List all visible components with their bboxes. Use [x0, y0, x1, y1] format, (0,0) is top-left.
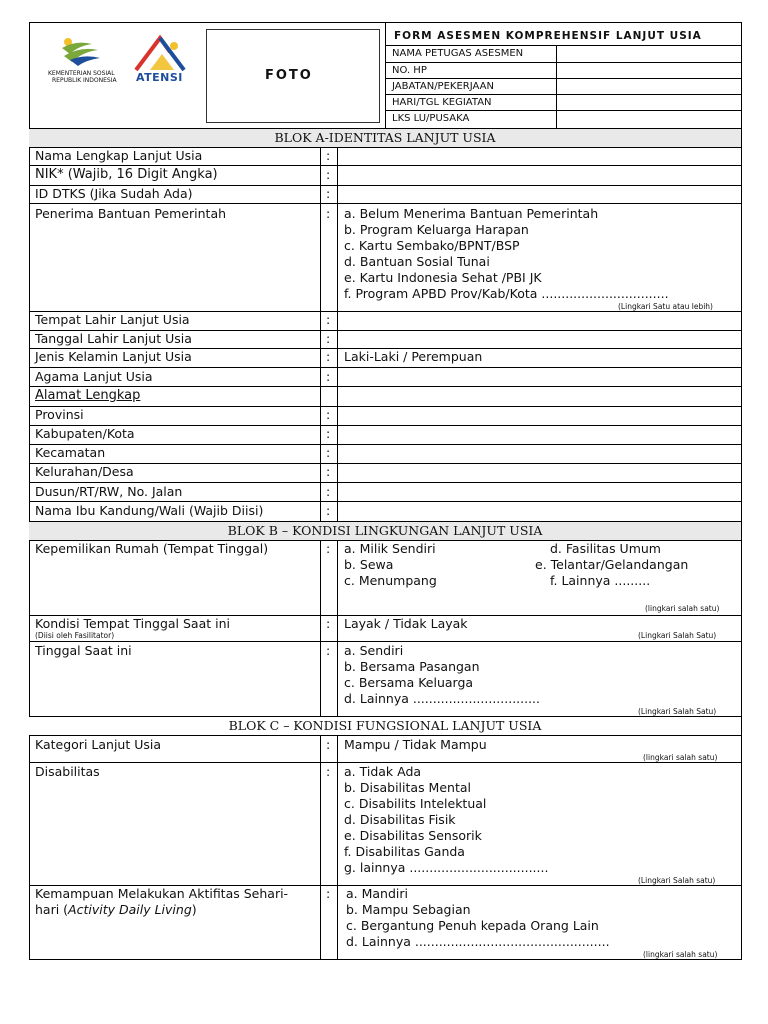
input-hari-tgl[interactable] — [557, 95, 741, 110]
adl-label-suffix: ) — [191, 902, 197, 917]
colon: : — [326, 312, 331, 327]
disabilitas-option-c[interactable]: c. Disabilits Intelektual — [344, 796, 487, 811]
adl-option-c[interactable]: c. Bergantung Penuh kepada Orang Lain — [346, 918, 599, 933]
kemensos-caption-2: REPUBLIK INDONESIA — [52, 77, 117, 84]
kategori-value[interactable]: Mampu / Tidak Mampu — [344, 737, 487, 752]
colon: : — [326, 148, 331, 163]
bantuan-option-d[interactable]: d. Bantuan Sosial Tunai — [344, 254, 490, 269]
colon: : — [326, 426, 331, 441]
input-nama-lengkap[interactable] — [338, 148, 740, 165]
label-kabupaten: Kabupaten/Kota — [35, 426, 135, 441]
label-kecamatan: Kecamatan — [35, 445, 106, 460]
label-kepemilikan-rumah: Kepemilikan Rumah (Tempat Tinggal) — [35, 541, 269, 556]
tinggal-option-d[interactable]: d. Lainnya ................................ — [344, 691, 541, 706]
atensi-emblem-icon — [130, 32, 194, 74]
colon: : — [326, 369, 331, 384]
adl-option-d[interactable]: d. Lainnya ................................................. — [346, 934, 610, 949]
field-no-hp: NO. HP — [392, 65, 427, 76]
tinggal-option-a[interactable]: a. Sendiri — [344, 643, 404, 658]
input-nik[interactable] — [338, 166, 740, 185]
label-kondisi-tempat-tinggal: Kondisi Tempat Tinggal Saat ini — [35, 616, 230, 631]
label-adl-line-1: Kemampuan Melakukan Aktifitas Sehari- — [35, 886, 289, 901]
label-jenis-kelamin: Jenis Kelamin Lanjut Usia — [35, 349, 192, 364]
kondisi-value[interactable]: Layak / Tidak Layak — [344, 616, 468, 631]
input-provinsi[interactable] — [338, 407, 740, 425]
input-lks[interactable] — [557, 111, 741, 128]
disabilitas-option-g[interactable]: g. lainnya ................................... — [344, 860, 549, 875]
colon: : — [326, 503, 331, 518]
kepemilikan-option-e[interactable]: e. Telantar/Gelandangan — [535, 557, 689, 572]
label-tempat-lahir: Tempat Lahir Lanjut Usia — [35, 312, 190, 327]
input-kabupaten[interactable] — [338, 426, 740, 444]
kemensos-emblem-icon — [48, 30, 128, 70]
form-title: FORM ASESMEN KOMPREHENSIF LANJUT USIA — [394, 30, 702, 42]
colon: : — [326, 886, 331, 901]
adl-label-italic: Activity Daily Living — [68, 902, 192, 917]
kepemilikan-option-a[interactable]: a. Milik Sendiri — [344, 541, 436, 556]
input-agama[interactable] — [338, 368, 740, 386]
kondisi-sub-label: (Diisi oleh Fasilitator) — [35, 631, 115, 640]
label-id-dtks: ID DTKS (Jika Sudah Ada) — [35, 186, 193, 201]
colon: : — [326, 737, 331, 752]
input-tanggal-lahir[interactable] — [338, 331, 740, 348]
kepemilikan-option-d[interactable]: d. Fasilitas Umum — [550, 541, 661, 556]
input-nama-ibu[interactable] — [338, 502, 740, 521]
input-nama-petugas[interactable] — [557, 46, 741, 62]
label-penerima-bantuan: Penerima Bantuan Pemerintah — [35, 206, 227, 221]
adl-option-a[interactable]: a. Mandiri — [346, 886, 408, 901]
label-adl-line-2 — [35, 902, 197, 918]
bantuan-option-b[interactable]: b. Program Keluarga Harapan — [344, 222, 529, 237]
block-a-title: BLOK A-IDENTITAS LANJUT USIA — [29, 129, 741, 147]
colon: : — [326, 206, 331, 221]
label-nik: NIK* (Wajib, 16 Digit Angka) — [35, 167, 218, 182]
bantuan-option-f[interactable]: f. Program APBD Prov/Kab/Kota ................................ — [344, 286, 669, 301]
disabilitas-option-b[interactable]: b. Disabilitas Mental — [344, 780, 471, 795]
colon: : — [326, 764, 331, 779]
label-kategori-lanjut-usia: Kategori Lanjut Usia — [35, 737, 162, 752]
colon: : — [326, 541, 331, 556]
input-dusun[interactable] — [338, 483, 740, 501]
block-c-title: BLOK C – KONDISI FUNGSIONAL LANJUT USIA — [29, 717, 741, 735]
field-nama-petugas: NAMA PETUGAS ASESMEN — [392, 48, 524, 59]
colon: : — [326, 445, 331, 460]
block-b-title: BLOK B – KONDISI LINGKUNGAN LANJUT USIA — [29, 522, 741, 540]
adl-label-prefix: hari ( — [35, 902, 69, 917]
input-id-dtks[interactable] — [338, 186, 740, 203]
label-provinsi: Provinsi — [35, 407, 84, 422]
field-hari-tgl: HARI/TGL KEGIATAN — [392, 97, 492, 108]
colon: : — [326, 643, 331, 658]
disabilitas-option-d[interactable]: d. Disabilitas Fisik — [344, 812, 456, 827]
input-jabatan[interactable] — [557, 79, 741, 94]
bantuan-option-c[interactable]: c. Kartu Sembako/BPNT/BSP — [344, 238, 520, 253]
colon: : — [326, 167, 331, 182]
input-tempat-lahir[interactable] — [338, 312, 740, 330]
bantuan-note: (Lingkari Satu atau lebih) — [618, 302, 713, 311]
disabilitas-note: (Lingkari Salah satu) — [638, 876, 716, 885]
colon: : — [326, 484, 331, 499]
jenis-kelamin-value[interactable]: Laki-Laki / Perempuan — [344, 349, 483, 364]
bantuan-option-a[interactable]: a. Belum Menerima Bantuan Pemerintah — [344, 206, 599, 221]
field-lks: LKS LU/PUSAKA — [392, 113, 470, 124]
label-nama-ibu: Nama Ibu Kandung/Wali (Wajib Diisi) — [35, 503, 264, 518]
tinggal-option-b[interactable]: b. Bersama Pasangan — [344, 659, 480, 674]
kemensos-caption-1: KEMENTERIAN SOSIAL — [48, 70, 115, 77]
field-jabatan: JABATAN/PEKERJAAN — [392, 81, 494, 92]
atensi-text: ATENSI — [136, 71, 183, 84]
foto-label: FOTO — [265, 68, 313, 83]
disabilitas-option-f[interactable]: f. Disabilitas Ganda — [344, 844, 465, 859]
adl-option-b[interactable]: b. Mampu Sebagian — [346, 902, 471, 917]
label-disabilitas: Disabilitas — [35, 764, 100, 779]
input-kecamatan[interactable] — [338, 445, 740, 463]
bantuan-option-e[interactable]: e. Kartu Indonesia Sehat /PBI JK — [344, 270, 542, 285]
label-agama: Agama Lanjut Usia — [35, 369, 153, 384]
label-tinggal-saat-ini: Tinggal Saat ini — [35, 643, 132, 658]
colon: : — [326, 186, 331, 201]
disabilitas-option-e[interactable]: e. Disabilitas Sensorik — [344, 828, 482, 843]
label-nama-lengkap: Nama Lengkap Lanjut Usia — [35, 148, 203, 163]
colon: : — [326, 616, 331, 631]
adl-note: (lingkari salah satu) — [643, 950, 718, 959]
input-no-hp[interactable] — [557, 63, 741, 78]
disabilitas-option-a[interactable]: a. Tidak Ada — [344, 764, 422, 779]
tinggal-note: (Lingkari Salah Satu) — [638, 707, 717, 716]
tinggal-option-c[interactable]: c. Bersama Keluarga — [344, 675, 474, 690]
colon: : — [326, 464, 331, 479]
kepemilikan-note: (lingkari salah satu) — [645, 604, 720, 613]
kategori-note: (lingkari salah satu) — [643, 753, 718, 762]
colon: : — [326, 331, 331, 346]
colon: : — [326, 349, 331, 364]
label-kelurahan: Kelurahan/Desa — [35, 464, 134, 479]
label-tanggal-lahir: Tanggal Lahir Lanjut Usia — [35, 331, 192, 346]
label-dusun: Dusun/RT/RW, No. Jalan — [35, 484, 183, 499]
kepemilikan-option-f[interactable]: f. Lainnya ......... — [550, 573, 651, 588]
kepemilikan-option-c[interactable]: c. Menumpang — [344, 573, 437, 588]
input-kelurahan[interactable] — [338, 464, 740, 482]
kepemilikan-option-b[interactable]: b. Sewa — [344, 557, 394, 572]
label-alamat-lengkap: Alamat Lengkap — [35, 388, 141, 403]
colon: : — [326, 407, 331, 422]
kondisi-note: (Lingkari Salah Satu) — [638, 631, 717, 640]
